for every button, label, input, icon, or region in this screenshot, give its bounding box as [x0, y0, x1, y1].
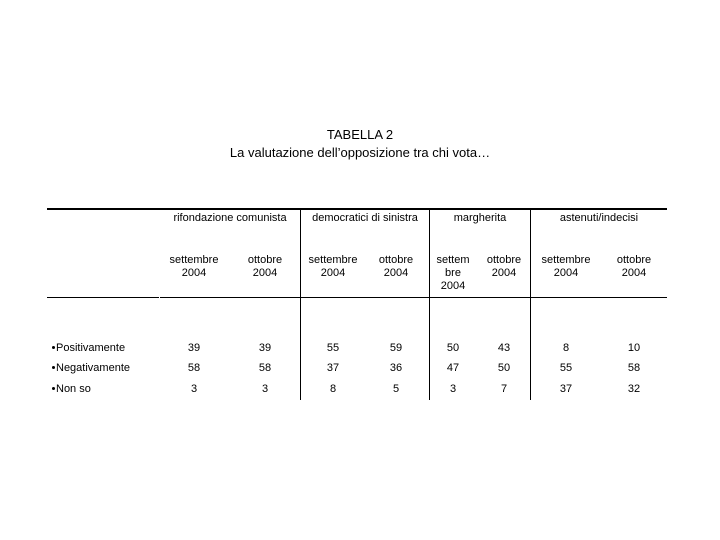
table-cell: 37	[326, 362, 340, 374]
bullet-icon	[52, 387, 55, 390]
table-cell: 50	[497, 362, 511, 374]
subheader-1-line2: 2004	[181, 267, 207, 279]
subheader-3-line2: 2004	[320, 267, 346, 279]
subheader-5-line2: bre	[445, 267, 461, 279]
table-cell: 43	[497, 342, 511, 354]
subheader-7-line2: 2004	[553, 267, 579, 279]
row-label-text: Non so	[56, 383, 91, 395]
header-rule-right	[160, 297, 667, 298]
table-cell: 36	[389, 362, 403, 374]
bullet-icon	[52, 346, 55, 349]
table-cell: 58	[258, 362, 272, 374]
table-cell: 5	[392, 383, 400, 395]
subheader-2	[236, 254, 294, 280]
group-header-margherita: margherita	[453, 212, 507, 224]
top-rule	[47, 208, 667, 210]
row-label-positivamente	[52, 342, 125, 355]
table-cell: 3	[190, 383, 198, 395]
table-cell: 3	[449, 383, 457, 395]
subheader-3-line1: settembre	[308, 254, 358, 266]
subheader-4	[367, 254, 425, 280]
subheader-8-line2: 2004	[621, 267, 647, 279]
header-rule-left	[47, 297, 159, 298]
subheader-6-line1: ottobre	[486, 254, 522, 266]
divider-2	[429, 210, 430, 400]
table-cell: 55	[559, 362, 573, 374]
table-cell: 39	[187, 342, 201, 354]
row-label-text: Negativamente	[56, 362, 130, 374]
divider-1	[300, 210, 301, 400]
table-cell: 58	[187, 362, 201, 374]
subheader-5	[432, 254, 474, 293]
group-header-ds: democratici di sinistra	[312, 212, 418, 224]
subheader-4-line1: ottobre	[378, 254, 414, 266]
subheader-8-line1: ottobre	[616, 254, 652, 266]
table-cell: 58	[627, 362, 641, 374]
table-cell: 47	[446, 362, 460, 374]
subheader-7-line1: settembre	[541, 254, 591, 266]
row-label-non-so	[52, 383, 91, 396]
subheader-2-line2: 2004	[252, 267, 278, 279]
subheader-6-line2: 2004	[491, 267, 517, 279]
table-cell: 39	[258, 342, 272, 354]
subheader-1	[163, 254, 225, 280]
table-cell: 8	[562, 342, 570, 354]
subheader-7	[534, 254, 598, 280]
bullet-icon	[52, 366, 55, 369]
table-cell: 50	[446, 342, 460, 354]
table-cell: 55	[326, 342, 340, 354]
table-subtitle: La valutazione dell’opposizione tra chi vota…	[229, 145, 491, 160]
row-label-negativamente	[52, 362, 130, 375]
table-cell: 59	[389, 342, 403, 354]
table-cell: 8	[329, 383, 337, 395]
subheader-1-line1: settembre	[169, 254, 219, 266]
subheader-6	[476, 254, 532, 280]
subheader-5-line1: settem	[436, 254, 470, 266]
subheader-8	[605, 254, 663, 280]
table-cell: 3	[261, 383, 269, 395]
table-cell: 32	[627, 383, 641, 395]
group-header-astenuti: astenuti/indecisi	[559, 212, 639, 224]
row-label-text: Positivamente	[56, 342, 126, 354]
table-cell: 10	[627, 342, 641, 354]
group-header-rifondazione: rifondazione comunista	[173, 212, 287, 224]
table-title: TABELLA 2	[326, 127, 394, 142]
subheader-4-line2: 2004	[383, 267, 409, 279]
subheader-3	[302, 254, 364, 280]
subheader-2-line1: ottobre	[247, 254, 283, 266]
subheader-5-line3: 2004	[440, 280, 466, 292]
table-cell: 7	[500, 383, 508, 395]
table-cell: 37	[559, 383, 573, 395]
